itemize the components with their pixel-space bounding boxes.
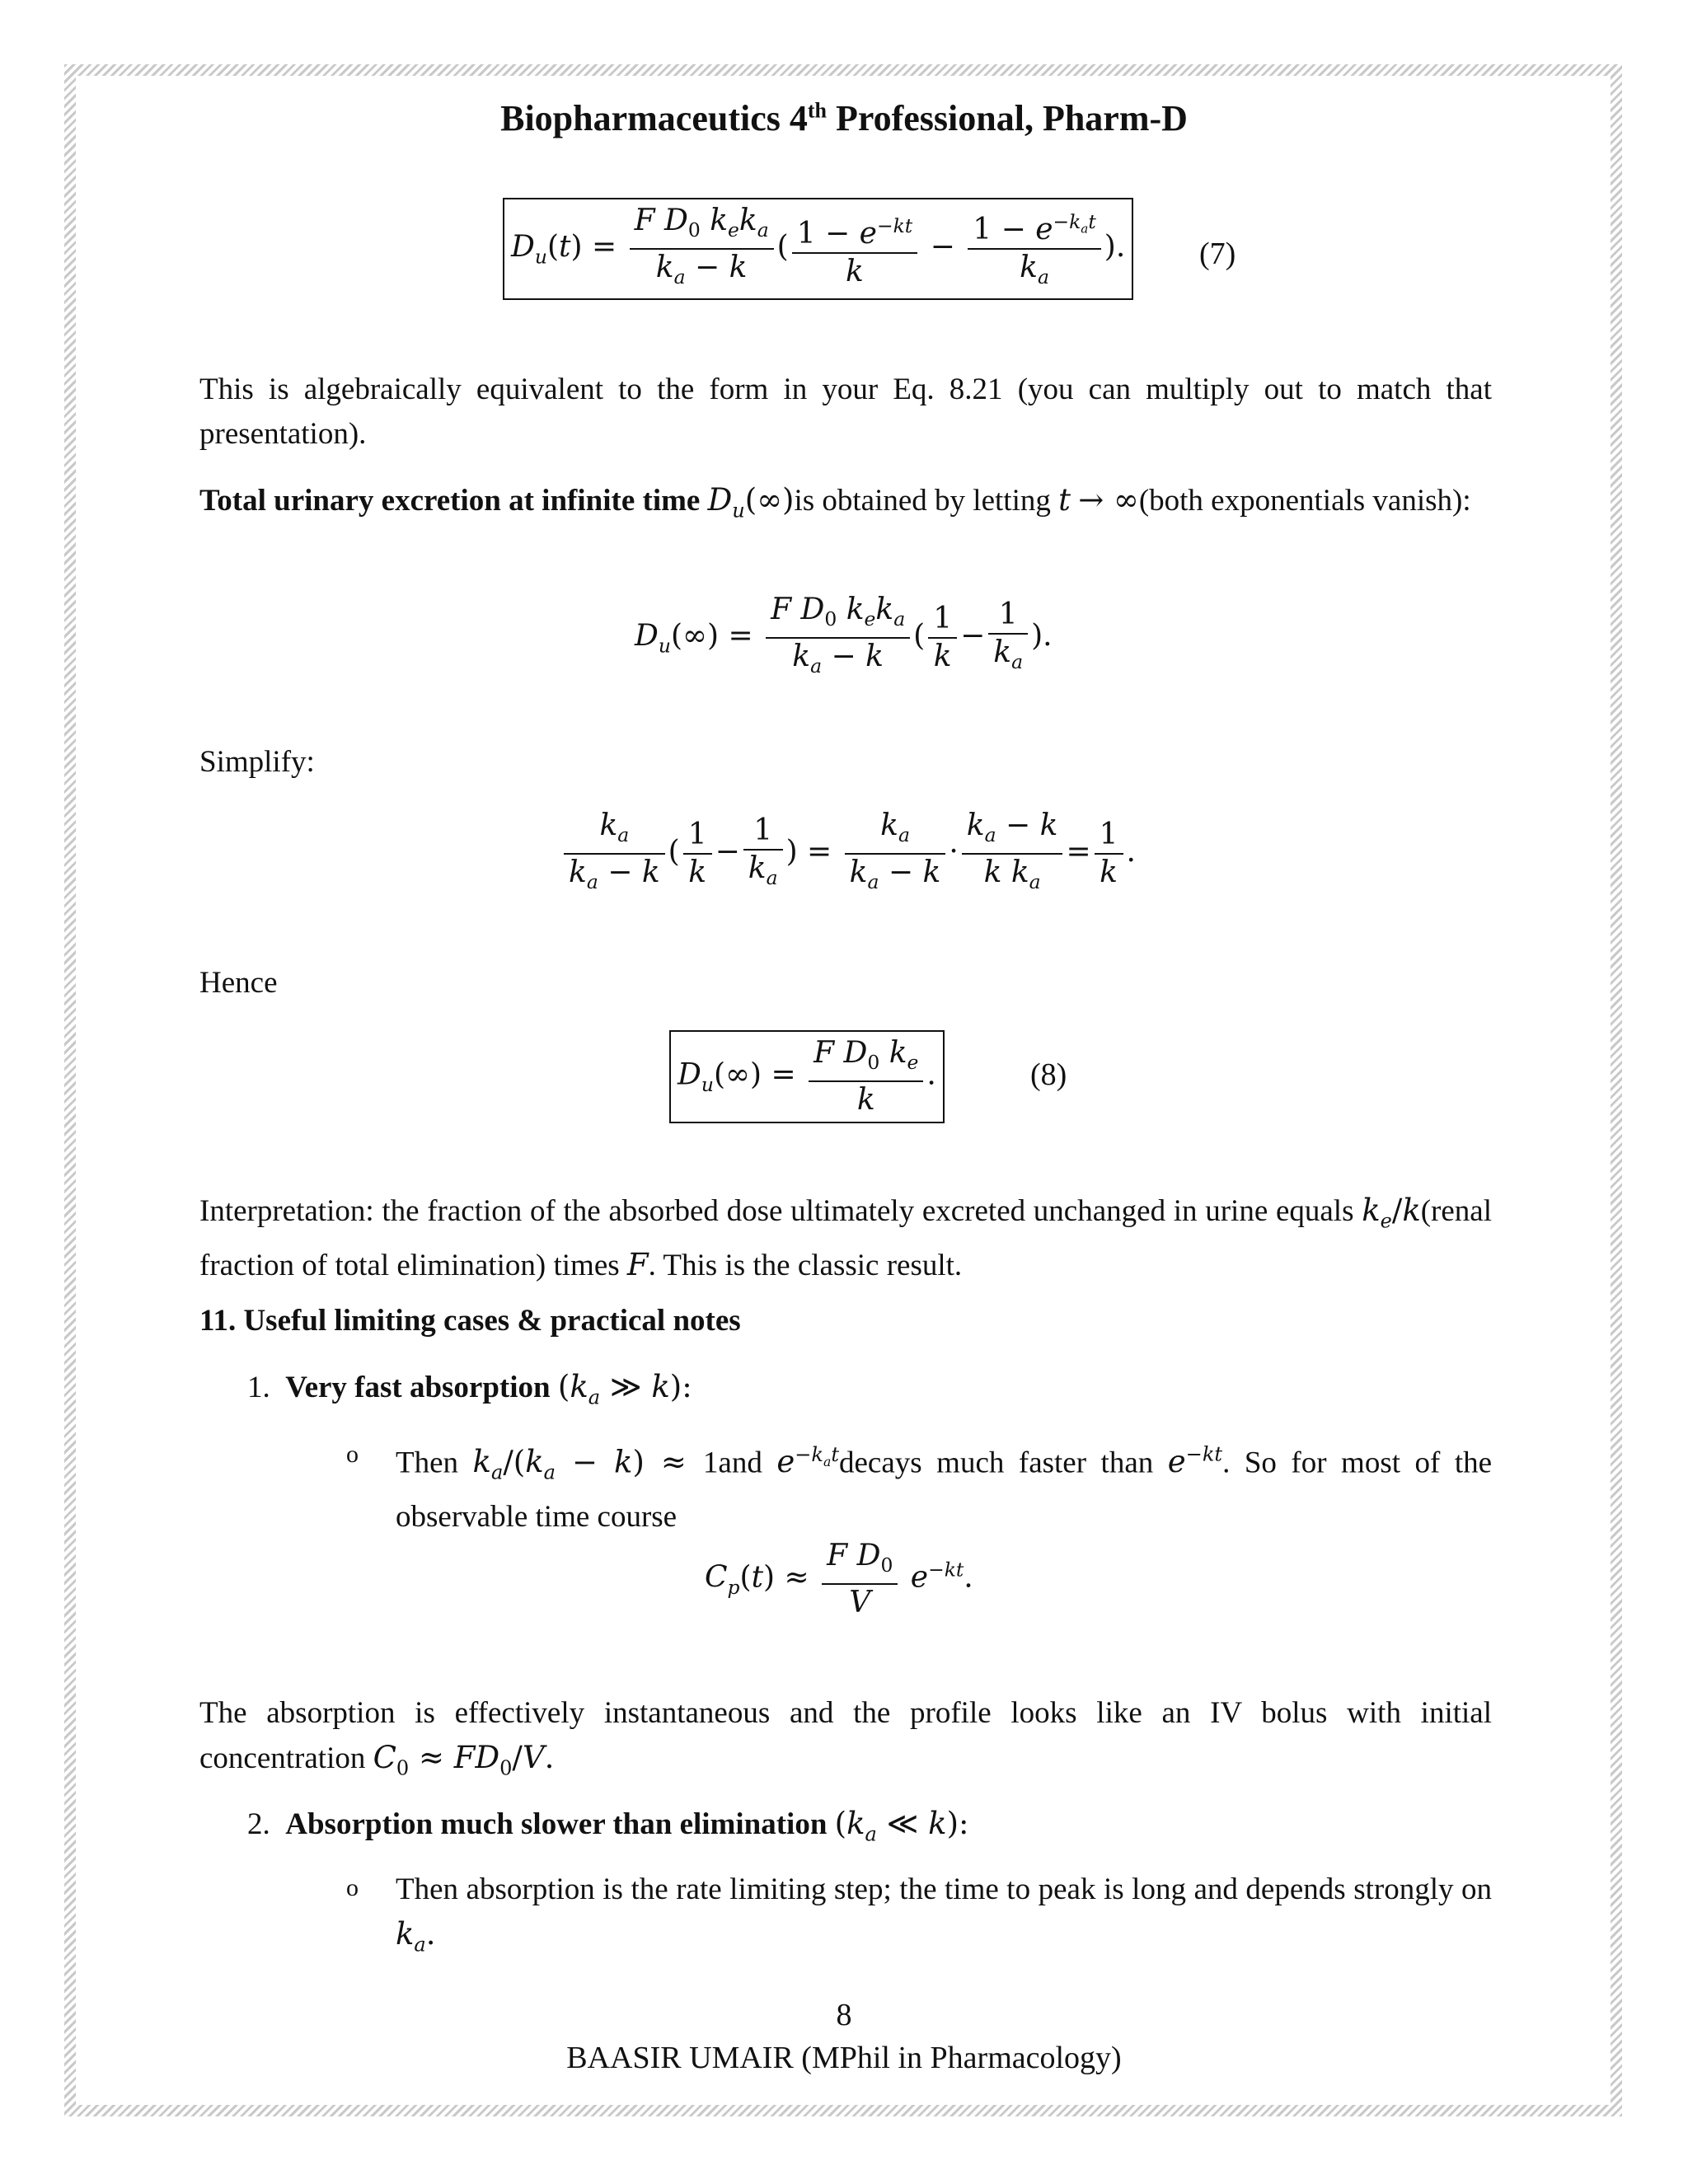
bullet-1-marker: o xyxy=(346,1441,359,1468)
section-heading: 11. Useful limiting cases & practical notes xyxy=(199,1304,741,1338)
page-number: 8 xyxy=(836,1998,852,2032)
paragraph-interpretation: Interpretation: the fraction of the absorbed dose ultimately excreted unchanged in urine equals $k_e/k(renal$ fraction of total elimination) times F. This is the classic result. xyxy=(199,1193,1493,1283)
label-hence: Hence xyxy=(199,966,278,1000)
equation-simplify: $\frac{k_a}{k_a - k}$ ( $\frac{1}{k}$ − $\frac{1}{k_a}$ ) = $\frac{k_a}{k_a - k}$ · $\frac{k_a - k}{k k_a}$ = $\frac{1}{k}$ . xyxy=(560,808,1136,900)
equation-7: $D_u(t)$ = $\frac{F D_0 k_ek_a}{k_a - k}$ ( $\frac{1 - e^{-kt}}{k}$ − $\frac{1 - e^{-k_at}}{k_a}$ ). xyxy=(503,198,1133,300)
paragraph-equivalence: This is algebraically equivalent to the form in your Eq. 8.21 (you can multiply out to match that presentation). xyxy=(199,373,1492,451)
paragraph-absorption: The absorption is effectively instantaneous and the profile looks like an IV bolus with initial concentration $C_0 \approx FD_0/V$. xyxy=(199,1696,1492,1780)
page-title: Biopharmaceutics 4th Professional, Pharm-D xyxy=(500,98,1188,138)
footer-author: BAASIR UMAIR (MPhil in Pharmacology) xyxy=(566,2041,1122,2075)
equation-8-number: (8) xyxy=(1030,1057,1067,1092)
list-item-1: 1. Very fast absorption ($k_a$ ≫ k): xyxy=(247,1369,692,1409)
paragraph-total-urinary: Total urinary excretion at infinite time $D_u(\infty)is$ obtained by letting t → ∞(both exponentials vanish): xyxy=(199,482,1471,523)
equation-cp: $C_p(t)$ ≈ $\frac{F D_0}{V}$ $e^{-kt}$. xyxy=(705,1539,973,1620)
equation-7-number: (7) xyxy=(1199,237,1236,271)
bullet-2-marker: o xyxy=(346,1874,359,1901)
equation-8: $D_u(\infty)$ = $\frac{F D_0 k_e}{k}$ . xyxy=(669,1030,945,1123)
bullet-1-text: Then $k_a/(k_a - k) \approx 1and$ $e^{-k_at}decays$ much faster than $e^{-kt}$. So for most of the observable time course xyxy=(396,1443,1493,1534)
list-item-2: 2. Absorption much slower than elimination ($k_a$ ≪ k): xyxy=(247,1806,969,1846)
label-simplify: Simplify: xyxy=(199,745,315,779)
bullet-2-text: Then absorption is the rate limiting step; the time to peak is long and depends strongly on $k_a$. xyxy=(396,1872,1492,1957)
equation-du-infinity: $D_u(\infty)$ = $\frac{F D_0 k_ek_a}{k_a - k}$ ( $\frac{1}{k}$ − $\frac{1}{k_a}$ ). xyxy=(635,593,1053,678)
